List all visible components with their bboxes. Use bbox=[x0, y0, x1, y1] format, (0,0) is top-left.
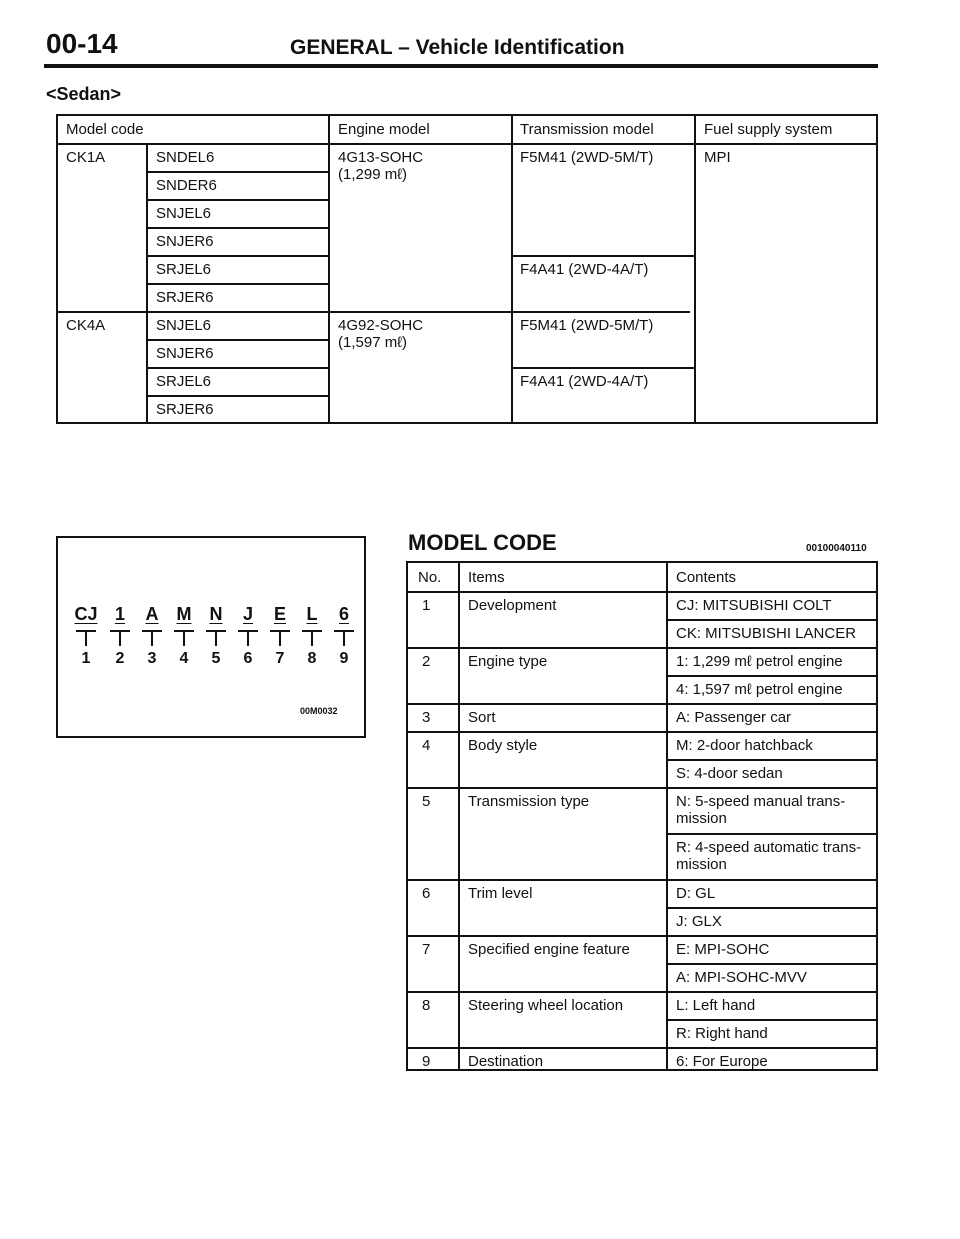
variant: SRJER6 bbox=[156, 289, 214, 306]
code-letter: M bbox=[176, 604, 192, 624]
header-items: Items bbox=[468, 569, 505, 586]
header-divider bbox=[58, 143, 876, 145]
model-code: CK4A bbox=[66, 317, 106, 334]
row-content: 1: 1,299 mℓ petrol engine bbox=[676, 653, 843, 670]
variant: SRJEL6 bbox=[156, 261, 212, 278]
sub-row-divider bbox=[666, 1019, 876, 1021]
row-content: D: GL bbox=[676, 885, 716, 902]
row-divider bbox=[408, 703, 876, 705]
row-divider bbox=[408, 591, 876, 593]
header-contents: Contents bbox=[676, 569, 737, 586]
header-transmission-model: Transmission model bbox=[520, 121, 654, 138]
row-number: 5 bbox=[422, 793, 431, 810]
sub-row-divider bbox=[666, 907, 876, 909]
row-divider bbox=[146, 367, 328, 369]
code-letter: J bbox=[242, 604, 253, 624]
code-connector bbox=[266, 630, 294, 650]
code-letter: E bbox=[273, 604, 286, 624]
code-connector bbox=[330, 630, 358, 650]
header-engine-model: Engine model bbox=[338, 121, 430, 138]
col-divider bbox=[328, 116, 330, 422]
transmission-model: F5M41 (2WD-5M/T) bbox=[520, 317, 654, 334]
row-number: 3 bbox=[422, 709, 431, 726]
sub-row-divider bbox=[666, 963, 876, 965]
header-rule bbox=[44, 64, 878, 68]
code-connector bbox=[234, 630, 262, 650]
page-number: 00-14 bbox=[46, 28, 118, 59]
code-position-number: 8 bbox=[307, 650, 317, 667]
model-code-figure bbox=[56, 536, 366, 738]
row-divider bbox=[146, 227, 328, 229]
group-divider bbox=[58, 311, 690, 313]
sub-row-divider bbox=[666, 675, 876, 677]
code-connector bbox=[138, 630, 166, 650]
variant: SRJER6 bbox=[156, 401, 214, 418]
row-item: Destination bbox=[468, 1053, 544, 1070]
row-divider bbox=[408, 731, 876, 733]
row-divider bbox=[408, 647, 876, 649]
row-item: Engine type bbox=[468, 653, 548, 670]
code-connector bbox=[170, 630, 198, 650]
code-position-number: 5 bbox=[211, 650, 221, 667]
col-divider bbox=[666, 563, 668, 1069]
transmission-model: F4A41 (2WD-4A/T) bbox=[520, 373, 649, 390]
code-letter: 1 bbox=[114, 604, 125, 624]
variant: SNDEL6 bbox=[156, 149, 215, 166]
row-divider bbox=[146, 255, 328, 257]
code-letter: 6 bbox=[338, 604, 349, 624]
row-content: S: 4-door sedan bbox=[676, 765, 783, 782]
row-content: R: 4-speed automatic trans- mission bbox=[676, 839, 862, 873]
row-number: 4 bbox=[422, 737, 431, 754]
variant: SNJEL6 bbox=[156, 205, 212, 222]
model-code: CK1A bbox=[66, 149, 106, 166]
code-position-number: 9 bbox=[339, 650, 349, 667]
row-divider bbox=[408, 935, 876, 937]
row-content: E: MPI-SOHC bbox=[676, 941, 770, 958]
row-divider bbox=[146, 171, 328, 173]
row-divider bbox=[146, 395, 328, 397]
row-item: Trim level bbox=[468, 885, 533, 902]
row-item: Transmission type bbox=[468, 793, 590, 810]
code-position-number: 6 bbox=[243, 650, 253, 667]
row-content: R: Right hand bbox=[676, 1025, 768, 1042]
variant: SNJER6 bbox=[156, 233, 214, 250]
code-letter: N bbox=[209, 604, 223, 624]
sedan-section-label: <Sedan> bbox=[46, 84, 122, 104]
sub-row-divider bbox=[666, 759, 876, 761]
row-number: 6 bbox=[422, 885, 431, 902]
header-fuel-supply: Fuel supply system bbox=[704, 121, 833, 138]
row-number: 8 bbox=[422, 997, 431, 1014]
row-content: A: Passenger car bbox=[676, 709, 792, 726]
row-content: 4: 1,597 mℓ petrol engine bbox=[676, 681, 843, 698]
variant: SNJER6 bbox=[156, 345, 214, 362]
code-connector bbox=[72, 630, 100, 650]
row-divider bbox=[146, 339, 328, 341]
row-content: A: MPI-SOHC-MVV bbox=[676, 969, 807, 986]
fuel-supply: MPI bbox=[704, 149, 731, 166]
row-divider bbox=[511, 367, 694, 369]
transmission-model: F4A41 (2WD-4A/T) bbox=[520, 261, 649, 278]
code-position-number: 7 bbox=[275, 650, 285, 667]
page-title: GENERAL – Vehicle Identification bbox=[290, 36, 625, 59]
code-letter: A bbox=[145, 604, 159, 624]
code-position-number: 1 bbox=[81, 650, 91, 667]
model-code-table bbox=[406, 561, 878, 1071]
variant: SNDER6 bbox=[156, 177, 217, 194]
row-divider bbox=[511, 255, 694, 257]
row-number: 9 bbox=[422, 1053, 431, 1070]
engine-displacement: (1,299 mℓ) bbox=[338, 166, 408, 183]
row-number: 7 bbox=[422, 941, 431, 958]
code-connector bbox=[106, 630, 134, 650]
variant: SNJEL6 bbox=[156, 317, 212, 334]
row-content: M: 2-door hatchback bbox=[676, 737, 813, 754]
row-item: Sort bbox=[468, 709, 496, 726]
model-code-reference: 00100040110 bbox=[806, 543, 867, 554]
row-content: 6: For Europe bbox=[676, 1053, 768, 1070]
transmission-model: F5M41 (2WD-5M/T) bbox=[520, 149, 654, 166]
code-letter: CJ bbox=[74, 604, 98, 624]
engine-displacement: (1,597 mℓ) bbox=[338, 334, 408, 351]
sedan-table bbox=[56, 114, 878, 424]
row-item: Body style bbox=[468, 737, 538, 754]
row-divider bbox=[146, 283, 328, 285]
row-item: Steering wheel location bbox=[468, 997, 624, 1014]
header-model-code: Model code bbox=[66, 121, 144, 138]
header-no: No. bbox=[418, 569, 442, 586]
code-connector bbox=[202, 630, 230, 650]
engine-model: 4G13-SOHC bbox=[338, 149, 424, 166]
col-divider bbox=[458, 563, 460, 1069]
col-divider bbox=[511, 116, 513, 422]
code-connector bbox=[298, 630, 326, 650]
row-item: Development bbox=[468, 597, 557, 614]
row-item: Specified engine feature bbox=[468, 941, 630, 958]
model-code-heading: MODEL CODE bbox=[408, 530, 557, 555]
row-content: N: 5-speed manual trans- mission bbox=[676, 793, 846, 827]
code-position-number: 4 bbox=[179, 650, 189, 667]
row-divider bbox=[146, 199, 328, 201]
row-number: 1 bbox=[422, 597, 431, 614]
row-content: J: GLX bbox=[676, 913, 722, 930]
code-letter: L bbox=[306, 604, 318, 624]
row-divider bbox=[408, 1047, 876, 1049]
row-content: CK: MITSUBISHI LANCER bbox=[676, 625, 857, 642]
row-number: 2 bbox=[422, 653, 431, 670]
row-divider bbox=[408, 991, 876, 993]
col-divider bbox=[694, 116, 696, 422]
figure-id: 00M0032 bbox=[300, 706, 338, 716]
sub-row-divider bbox=[666, 833, 876, 835]
row-divider bbox=[408, 787, 876, 789]
sub-row-divider bbox=[666, 619, 876, 621]
engine-model: 4G92-SOHC bbox=[338, 317, 424, 334]
code-position-number: 3 bbox=[147, 650, 157, 667]
variant: SRJEL6 bbox=[156, 373, 212, 390]
row-content: L: Left hand bbox=[676, 997, 756, 1014]
row-divider bbox=[408, 879, 876, 881]
row-content: CJ: MITSUBISHI COLT bbox=[676, 597, 832, 614]
code-position-number: 2 bbox=[115, 650, 125, 667]
